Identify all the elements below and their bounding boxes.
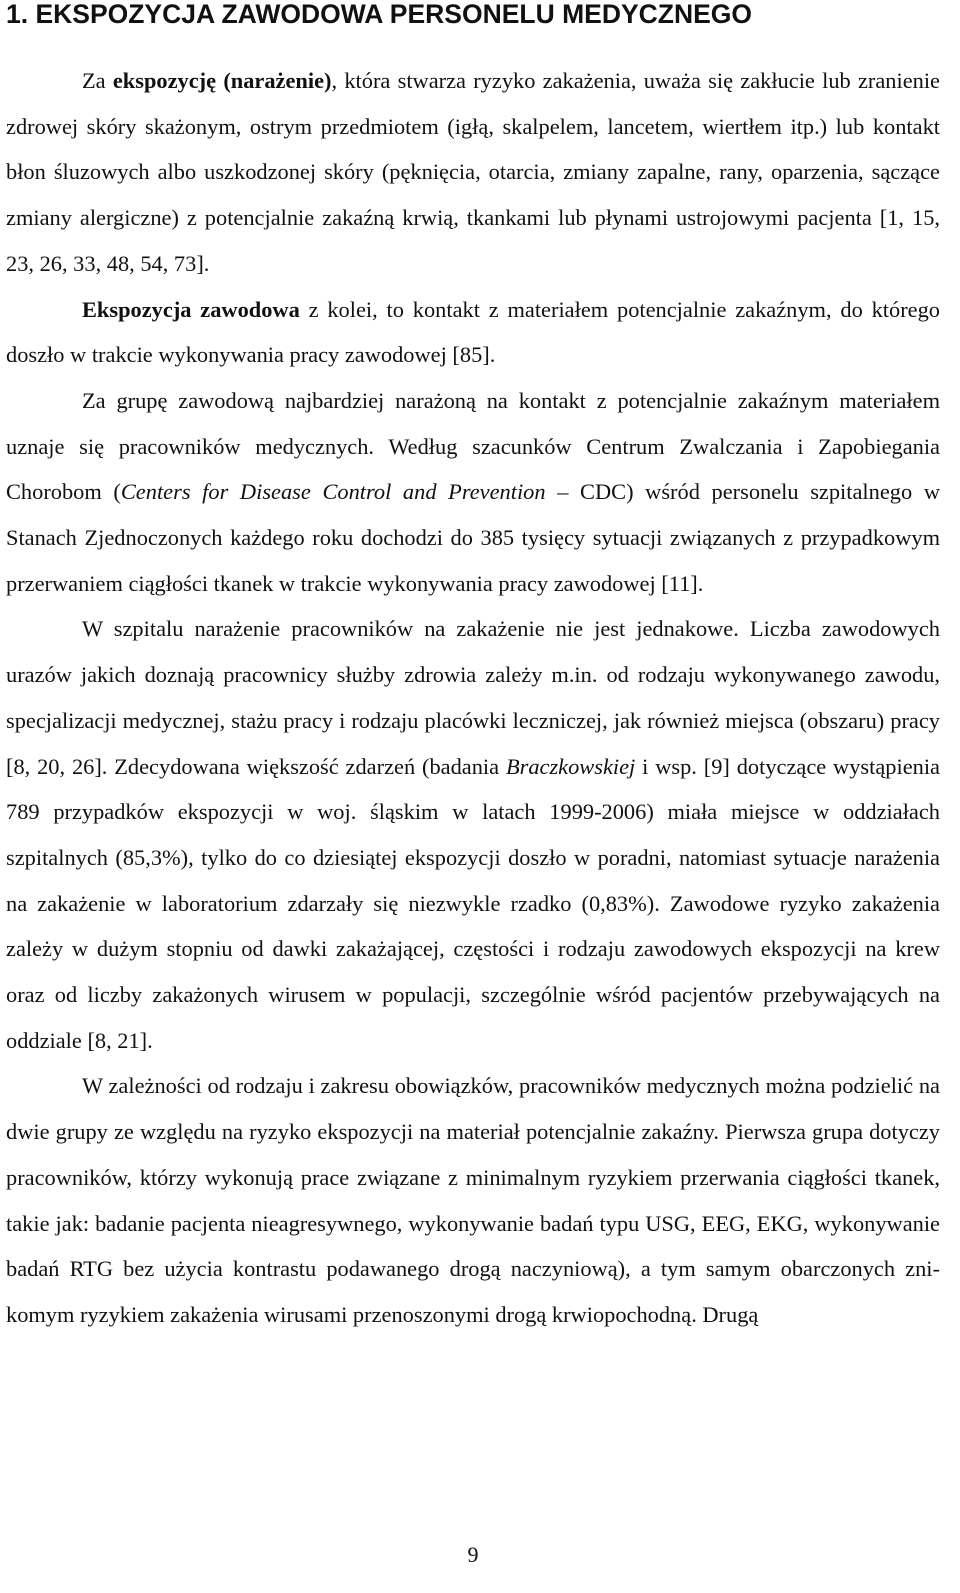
text-run: i wsp. [9] dotyczące wystąpienia 789 przypadków ekspozycji w woj. śląskim w latach 1999-2006) miała miejsce w oddziałach szpitalnych (85,3%), tylko do co dziesiątej ekspozycji doszło w poradni, natomiast sytuacje narażenia na zakażenie w laboratorium zdarzały się niezwykle rzadko (0,83%). Zawodowe ryzyko zakażenia zależy w dużym stopniu od dawki zakażającej, częstości i rodzaju zawodowych ekspozycji na krew oraz od liczby zakażonych wirusem w populacji, szczególnie wśród pacjentów przebywających na oddziale [8, 21]. <box>6 753 940 1053</box>
page-number: 9 <box>467 1542 479 1567</box>
text-run: W zależności od rodzaju i zakresu obowiązków, pracowników medycznych można podzielić na dwie grupy ze względu na ryzyko ekspozycji na materiał potencjalnie zakaźny. Pierwsza grupa dotyczy pracowników, którzy wykonują prace związane z minimalnym ryzykiem przerwania ciągłości tkanek, takie jak: badanie pacjenta nieagresywnego, wykonywanie badań typu USG, EEG, EKG, wykonywanie badań RTG bez użycia kontrastu podawanego drogą naczyniową), a tym samym obarczonych znikomym ryzykiem zakażenia wirusami przenoszonymi drogą krwiopochodną. Drugą <box>6 1073 940 1327</box>
italic-term: Braczkowskiej <box>505 753 636 779</box>
paragraph-occupational-exposure <box>6 287 940 378</box>
bold-term: ekspozycję (narażenie) <box>112 68 332 93</box>
paragraph-risk-group <box>6 378 940 607</box>
bold-term: Ekspozycja zawodowa <box>82 296 300 322</box>
italic-term: Centers for Disease Control and Prevention <box>120 479 546 505</box>
section-heading: 1. EKSPOZYCJA ZAWODOWA PERSONELU MEDYCZNEGO <box>6 0 752 29</box>
text-run: – CDC) wśród personelu szpitalnego w Stanach Zjednoczonych każdego roku dochodzi do 385 tysięcy sytuacji związanych z przypadkowym przerwaniem ciągłości tkanek w trakcie wykonywania pracy zawodowej [11]. <box>6 479 940 596</box>
paragraph-worker-groups <box>6 1063 940 1337</box>
text-run: z kolei, to kontakt z materiałem potencjalnie zakaźnym, do którego doszło w trakcie wykonywania pracy zawodowej [85]. <box>6 296 940 368</box>
paragraph-exposure-definition <box>6 58 940 287</box>
text-run: , która stwarza ryzyko zakażenia, uważa się zakłucie lub zranienie zdrowej skóry skażonym, ostrym przedmiotem (igłą, skalpelem, lancetem, wiertłem itp.) lub kontakt błon śluzowych albo uszkodzonej skóry (pęknięcia, otarcia, zmiany zapalne, rany, oparzenia, sączące zmiany alergiczne) z potencjalnie zakaźną krwią, tkankami lub płynami ustrojowymi pacjenta [1, 15, 23, 26, 33, 48, 54, 73]. <box>6 68 940 276</box>
text-run: Za <box>82 68 113 93</box>
paragraph-hospital-exposure <box>6 606 940 1063</box>
text-run: W szpitalu narażenie pracowników na zakażenie nie jest jednakowe. Liczba zawodowych urazów jakich doznają pracownicy służby zdrowia zależy m.in. od rodzaju wykonywanego zawodu, specjalizacji medycznej, stażu pracy i rodzaju placówki leczniczej, jak również miejsca (obszaru) pracy [8, 20, 26]. Zdecydowana większość zdarzeń (badania <box>6 616 940 779</box>
text-run: Za grupę zawodową najbardziej narażoną na kontakt z potencjalnie zakaźnym materiałem uznaje się pracowników medycznych. Według szacunków Centrum Zwalczania i Zapobiegania Chorobom ( <box>6 387 940 505</box>
section-body <box>6 58 940 1338</box>
